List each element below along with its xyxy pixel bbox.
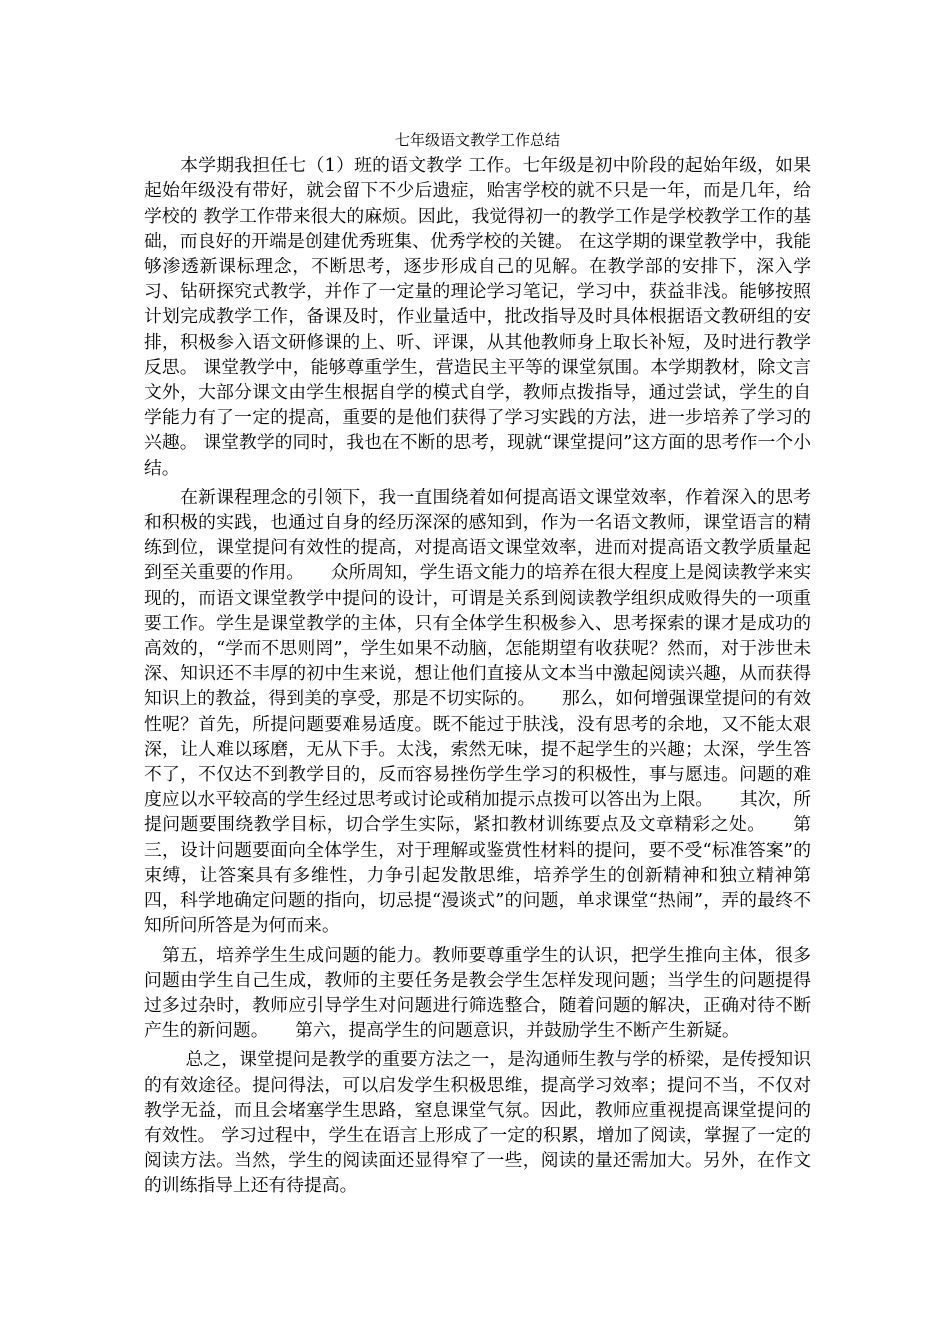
paragraph-4: 总之，课堂提问是教学的重要方法之一，是沟通师生教与学的桥梁，是传授知识的有效途径。提问得法，可以启发学生积极思维，提高学习效率；提问不当，不仅对教学无益，而且会堵塞学生思路，窒息课堂气氛。因此，教师应重视提高课堂提问的有效性。 学习过程中，学生在语言上形成了一定的积累，增加了阅读，掌握了一定的阅读方法。当然，学生的阅读面还显得窄了一些，阅读的量还需加大。另外，在作文的训练指导上还有待提高。 [144, 1049, 811, 1197]
paragraph-3: 第五，培养学生生成问题的能力。教师要尊重学生的认识，把学生推向主体，很多问题由学生自己生成，教师的主要任务是教会学生怎样发现问题；当学生的问题提得过多过杂时，教师应引导学生对问题进行筛选整合，随着问题的解决，正确对待不断产生的新问题。 第六，提高学生的问题意识，并鼓励学生不断产生新疑。 [144, 944, 811, 1042]
paragraph-1: 本学期我担任七（1）班的语文教学 工作。七年级是初中阶段的起始年级，如果起始年级没有带好，就会留下不少后遗症，贻害学校的就不只是一年，而是几年，给学校的 教学工作带来很大的麻烦。因此，我觉得初一的教学工作是学校教学工作的基础，而良好的开端是创建优秀班集、优秀学校的关键。 在这学期的课堂教学中，我能够渗透新课标理念，不断思考，逐步形成自己的见解。在教学部的安排下，深入学习、钻研探究式教学，并作了一定量的理论学习笔记，学习中，获益非浅。能够按照计划完成教学工作，备课及时，作业量适中，批改指导及时具体根据语文教研组的安排，积极参入语文研修课的上、听、评课，从其他教师身上取长补短，及时进行教学反思。 课堂教学中，能够尊重学生，营造民主平等的课堂氛围。本学期教材，除文言文外，大部分课文由学生根据自学的模式自学，教师点拨指导，通过尝试，学生的自学能力有了一定的提高，重要的是他们获得了学习实践的方法，进一步培养了学习的兴趣。 课堂教学的同时，我也在不断的思考，现就“课堂提问”这方面的思考作一个小结。 [144, 155, 811, 479]
document-title: 七年级语文教学工作总结 [394, 131, 560, 149]
paragraph-2: 在新课程理念的引领下，我一直围绕着如何提高语文课堂效率，作着深入的思考和积极的实践，也通过自身的经历深深的感知到，作为一名语文教师，课堂语言的精练到位，课堂提问有效性的提高，对提高语文课堂效率，进而对提高语文教学质量起到至关重要的作用。 众所周知，学生语文能力的培养在很大程度上是阅读教学来实现的，而语文课堂教学中提问的设计，可谓是关系到阅读教学组织成败得失的一项重要工作。学生是课堂教学的主体，只有全体学生积极参入、思考探索的课才是成功的高效的，“学而不思则罔”，学生如果不动脑，怎能期望有收获呢？然而，对于涉世未深、知识还不丰厚的初中生来说，想让他们直接从文本当中激起阅读兴趣，从而获得知识上的教益，得到美的享受，那是不切实际的。 那么，如何增强课堂提问的有效性呢？首先，所提问题要难易适度。既不能过于肤浅，没有思考的余地，又不能太艰深，让人难以琢磨，无从下手。太浅，索然无味，提不起学生的兴趣；太深，学生答不了，不仅达不到教学目的，反而容易挫伤学生学习的积极性，事与愿违。问题的难度应以水平较高的学生经过思考或讨论或稍加提示点拨可以答出为上限。 其次，所提问题要围绕教学目标，切合学生实际，紧扣教材训练要点及文章精彩之处。 第三，设计问题要面向全体学生，对于理解或鉴赏性材料的提问，要不受“标准答案”的束缚，让答案具有多维性，力争引起发散思维，培养学生的创新精神和独立精神第四，科学地确定问题的指向，切忌提“漫谈式”的问题，单求课堂“热闹”，弄的最终不知所问所答是为何而来。 [144, 486, 811, 937]
document-page [144, 128, 811, 1203]
